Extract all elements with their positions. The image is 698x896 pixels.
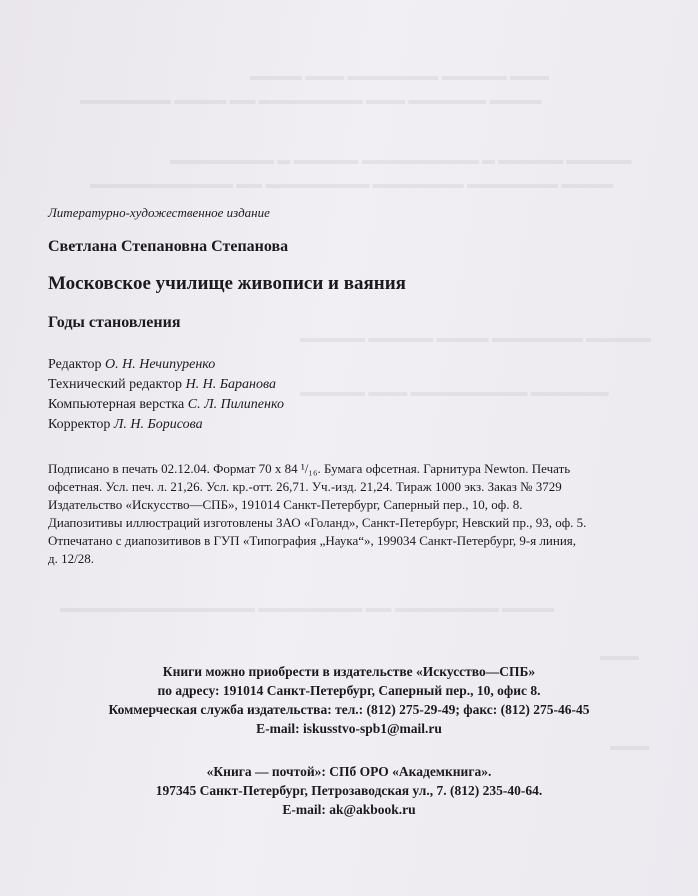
book-title: Московское училище живописи и ваяния bbox=[48, 273, 406, 294]
credit-line-tech-editor bbox=[48, 375, 284, 395]
credit-role: Редактор bbox=[48, 357, 102, 372]
bleed-through-text: ▬▬▬▬▬▬ ▬▬▬▬▬▬▬▬▬ ▬▬▬ ▬▬▬▬▬ bbox=[300, 384, 609, 399]
bleed-through-text: ▬▬▬▬ ▬▬▬▬▬▬▬ ▬▬▬▬▬▬▬ ▬▬▬▬▬▬▬▬ ▬▬ ▬▬▬▬▬▬▬▬▬▬▬ bbox=[90, 176, 614, 191]
credit-name: Н. Н. Баранова bbox=[185, 377, 276, 392]
imprint-block bbox=[48, 460, 586, 568]
mail-order-email: E-mail: ak@akbook.ru bbox=[282, 802, 416, 817]
imprint-line: Отпечатано с диапозитивов в ГУП «Типография „Наука“», 199034 Санкт-Петербург, 9-я линия, bbox=[48, 533, 577, 548]
bleed-through-text: ▬▬▬ bbox=[600, 648, 639, 663]
bleed-through-text: ▬▬▬▬▬ ▬▬▬▬▬▬▬ ▬▬▬▬ ▬▬▬▬▬ ▬▬▬▬▬ bbox=[300, 330, 651, 345]
credit-line-layout bbox=[48, 395, 284, 415]
credit-name: О. Н. Нечипуренко bbox=[105, 357, 216, 372]
imprint-line: Подписано в печать 02.12.04. Формат 70 x 84 ¹/₁₆. Бумага офсетная. Гарнитура Newton. Печать bbox=[48, 461, 571, 476]
credit-role: Корректор bbox=[48, 417, 111, 432]
credit-role: Компьютерная верстка bbox=[48, 397, 185, 412]
credit-role: Технический редактор bbox=[48, 377, 183, 392]
genre-label: Литературно-художественное издание bbox=[48, 205, 270, 220]
sales-line: Книги можно приобрести в издательстве «Искусство—СПБ» bbox=[162, 664, 536, 679]
credit-line-proofreader bbox=[48, 415, 284, 435]
bleed-through-text: ▬▬▬▬▬ ▬▬▬▬▬ ▬ ▬▬▬▬▬▬▬▬▬ ▬▬▬▬▬ ▬ ▬▬▬▬▬▬▬▬ bbox=[170, 152, 632, 167]
sales-line: 197345 Санкт-Петербург, Петрозаводская ул., 7. (812) 235-40-64. bbox=[155, 783, 543, 798]
credit-name: Л. Н. Борисова bbox=[113, 417, 203, 432]
sales-line: «Книга — почтой»: СПб ОРО «Академкнига». bbox=[206, 764, 492, 779]
imprint-line: офсетная. Усл. печ. л. 21,26. Усл. кр.-отт. 26,71. Уч.-изд. 21,24. Тираж 1000 экз. Заказ № 3729 bbox=[48, 479, 562, 494]
imprint-line: д. 12/28. bbox=[48, 551, 94, 566]
credit-line-editor bbox=[48, 355, 284, 375]
mail-order-block bbox=[0, 762, 698, 819]
publisher-email: E-mail: iskusstvo-spb1@mail.ru bbox=[256, 721, 442, 736]
bleed-through-text: ▬▬▬▬ ▬▬▬▬▬▬ ▬▬▬ ▬▬▬▬▬▬▬▬ ▬▬ ▬▬▬▬ ▬▬▬▬▬▬▬ bbox=[80, 92, 542, 107]
bleed-through-text: ▬▬▬ bbox=[610, 738, 649, 753]
bleed-through-text: ▬▬▬▬ ▬▬▬▬▬▬▬▬ ▬▬ ▬▬▬▬▬▬▬▬ ▬▬▬▬▬▬▬▬▬▬▬▬▬▬▬ bbox=[60, 600, 554, 615]
publisher-sales-block bbox=[0, 662, 698, 738]
sales-line: Коммерческая служба издательства: тел.: (812) 275-29-49; факс: (812) 275-46-45 bbox=[108, 702, 590, 717]
bleed-through-text: ▬▬▬ ▬▬▬▬▬ ▬▬▬▬▬▬▬ ▬▬▬ ▬▬▬▬ bbox=[250, 68, 549, 83]
credits-block bbox=[48, 355, 284, 435]
imprint-line: Издательство «Искусство—СПБ», 191014 Санкт-Петербург, Саперный пер., 10, оф. 8. bbox=[48, 497, 523, 512]
sales-line: по адресу: 191014 Санкт-Петербург, Саперный пер., 10, офис 8. bbox=[157, 683, 541, 698]
author-name: Светлана Степановна Степанова bbox=[48, 238, 289, 255]
imprint-line: Диапозитивы иллюстраций изготовлены ЗАО «Голанд», Санкт-Петербург, Невский пр., 93, оф. 5. bbox=[48, 515, 587, 530]
credit-name: С. Л. Пилипенко bbox=[187, 397, 284, 412]
book-subtitle: Годы становления bbox=[48, 314, 181, 331]
